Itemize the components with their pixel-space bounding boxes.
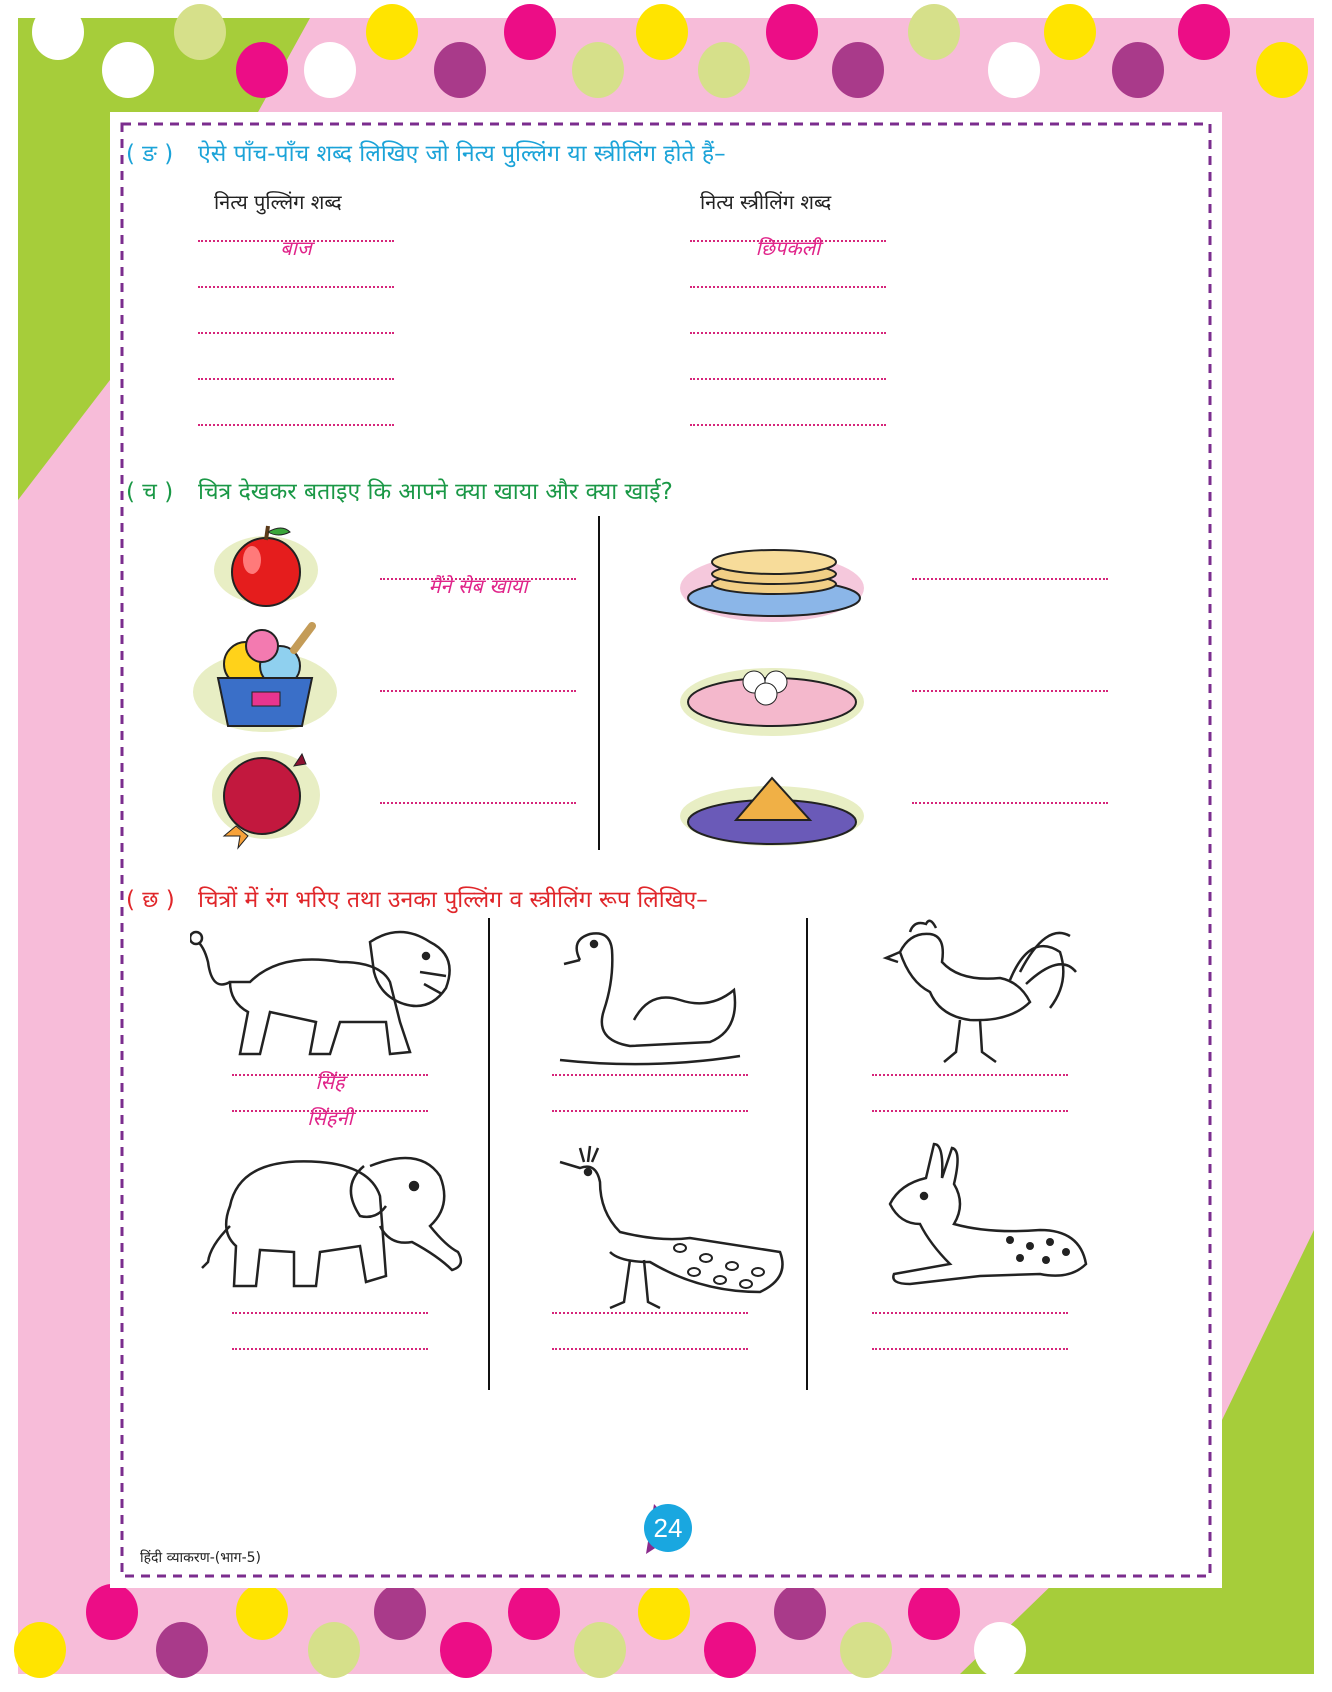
page-number: 24 xyxy=(644,1504,692,1552)
feminine-word-4-line[interactable] xyxy=(690,378,886,380)
question-ch-heading xyxy=(126,474,673,506)
masculine-column-heading: नित्य पुल्लिंग शब्द xyxy=(214,190,342,214)
feminine-word-1-answer: छिपकली xyxy=(755,236,821,260)
food-left-1-answer: मैंने सेब खाया xyxy=(428,574,528,598)
animal-6-masculine-line[interactable] xyxy=(872,1312,1068,1314)
masculine-word-4-line[interactable] xyxy=(198,378,394,380)
masculine-word-1-answer: बाज xyxy=(280,236,312,260)
question-e-label: ( ङ ) xyxy=(126,141,174,167)
animal-3-masculine-line[interactable] xyxy=(872,1074,1068,1076)
feminine-column-heading: नित्य स्त्रीलिंग शब्द xyxy=(700,190,832,214)
animal-6-feminine-line[interactable] xyxy=(872,1348,1068,1350)
feminine-word-5-line[interactable] xyxy=(690,424,886,426)
book-title: हिंदी व्याकरण-(भाग-5) xyxy=(140,1550,261,1566)
animal-3-feminine-line[interactable] xyxy=(872,1110,1068,1112)
rooster-icon xyxy=(870,912,1090,1072)
peacock-icon xyxy=(540,1142,800,1312)
food-column-divider xyxy=(598,516,600,850)
masculine-word-2-line[interactable] xyxy=(198,286,394,288)
worksheet-page xyxy=(110,112,1222,1588)
food-right-2-line[interactable] xyxy=(912,690,1108,692)
animal-1-feminine-answer: सिंहनी xyxy=(307,1106,353,1130)
question-ch-label: ( च ) xyxy=(126,479,174,505)
lion-icon xyxy=(190,912,480,1072)
elephant-icon xyxy=(190,1136,480,1306)
animal-5-masculine-line[interactable] xyxy=(552,1312,748,1314)
food-right-1-line[interactable] xyxy=(912,578,1108,580)
feminine-word-2-line[interactable] xyxy=(690,286,886,288)
question-e-heading xyxy=(126,136,726,168)
food-left-2-line[interactable] xyxy=(380,690,576,692)
samosa-icon xyxy=(676,754,866,850)
question-chh-label: ( छ ) xyxy=(126,887,175,913)
animal-column-divider-1 xyxy=(488,918,490,1390)
question-chh-title: चित्रों में रंग भरिए तथा उनका पुल्लिंग व स्त्रीलिंग रूप लिखिए– xyxy=(198,887,708,913)
ice-cream-icon xyxy=(190,622,340,738)
deer-icon xyxy=(870,1134,1100,1304)
feminine-word-3-line[interactable] xyxy=(690,332,886,334)
food-right-3-line[interactable] xyxy=(912,802,1108,804)
animal-2-feminine-line[interactable] xyxy=(552,1110,748,1112)
masculine-word-5-line[interactable] xyxy=(198,424,394,426)
animal-2-masculine-line[interactable] xyxy=(552,1074,748,1076)
pomegranate-icon xyxy=(206,740,326,850)
animal-4-feminine-line[interactable] xyxy=(232,1348,428,1350)
food-left-3-line[interactable] xyxy=(380,802,576,804)
animal-column-divider-2 xyxy=(806,918,808,1390)
apple-icon xyxy=(206,520,326,608)
masculine-word-3-line[interactable] xyxy=(198,332,394,334)
question-e-title: ऐसे पाँच-पाँच शब्द लिखिए जो नित्य पुल्लिंग या स्त्रीलिंग होते हैं– xyxy=(198,141,726,167)
roti-icon xyxy=(676,536,866,626)
swan-icon xyxy=(550,920,750,1070)
animal-1-masculine-answer: सिंह xyxy=(315,1070,345,1094)
question-ch-title: चित्र देखकर बताइए कि आपने क्या खाया और क्या खाई? xyxy=(198,479,673,505)
rasgulla-icon xyxy=(676,652,866,738)
question-chh-heading xyxy=(126,882,708,914)
animal-5-feminine-line[interactable] xyxy=(552,1348,748,1350)
animal-4-masculine-line[interactable] xyxy=(232,1312,428,1314)
